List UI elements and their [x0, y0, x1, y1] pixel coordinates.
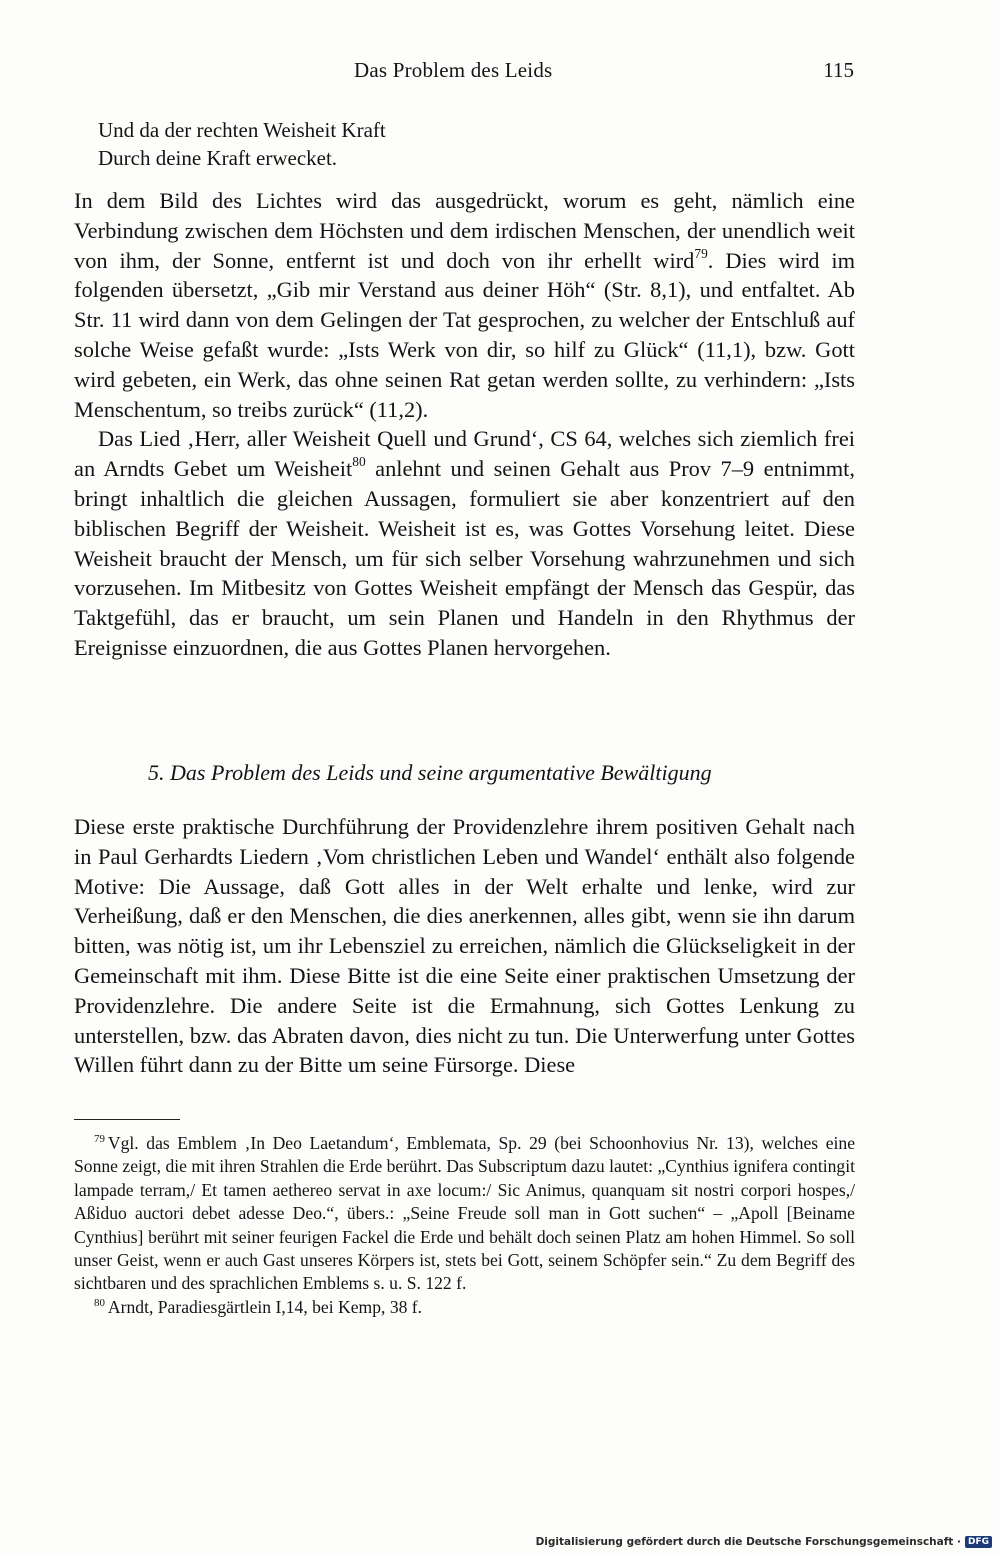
- footnote-mark: 79: [94, 1133, 105, 1146]
- paragraph-text: anlehnt und seinen Gehalt aus Prov 7–9 entnimmt, bringt inhaltlich die gleichen Aussagen, formuliert sie aber konzentriert auf den biblischen Begriff der Weisheit. Weisheit ist es, was Gottes Vorsehung leitet. Diese Weisheit braucht der Mensch, um für sich selber Vorsehung wahrzunehmen und sich vorzusehen. Im Mitbesitz von Gottes Weisheit empfängt der Mensch das Gespür, das Taktgefühl, das er braucht, um sein Planen und Handeln in den Rhythmus der Ereignisse einzuordnen, die aus Gottes Planen hervorgehen.: [74, 456, 855, 660]
- paragraph: [74, 186, 855, 424]
- digitization-credit: [536, 1536, 992, 1548]
- footnote-text: Arndt, Paradiesgärtlein I,14, bei Kemp, 38 f.: [107, 1296, 423, 1317]
- footnote-divider: [74, 1119, 180, 1120]
- credit-text: Digitalisierung gefördert durch die Deutsche Forschungsgemeinschaft ·: [535, 1536, 961, 1548]
- paragraph: Diese erste praktische Durchführung der Providenzlehre ihrem positiven Gehalt nach in Paul Gerhardts Liedern ‚Vom christlichen Leben und Wandel‘ enthält also folgende Motive: Die Aussage, daß Gott alles in der Welt erhalte und lenke, wird zur Verheißung, daß er den Menschen, die dies anerkennen, alles gibt, wenn sie ihn darum bitten, was nötig ist, um ihr Lebensziel zu erreichen, nämlich die Glückseligkeit in der Gemeinschaft mit ihm. Diese Bitte ist die eine Seite einer praktischen Umsetzung der Providenzlehre. Die andere Seite ist die Ermahnung, sich Gottes Lenkung zu unterstellen, bzw. das Abraten davon, dies nicht zu tun. Die Unterwerfung unter Gottes Willen führt dann zu der Bitte um seine Fürsorge. Diese: [74, 814, 855, 1078]
- main-text: [74, 186, 855, 663]
- paragraph-text: Das Lied ‚Herr, aller Weisheit Quell und Grund‘, CS 64, welches sich ziemlich frei an Arndts Gebet um Weisheit: [74, 426, 855, 482]
- footnote-text: Vgl. das Emblem ‚In Deo Laetandum‘, Emblemata, Sp. 29 (bei Schoonhovius Nr. 13), welches eine Sonne zeigt, die mit ihren Strahlen die Erde berührt. Das Subscriptum dazu lautet: „Cynthius ignifera contingit lampade terram,/ Et tamen aethereo servat in axe locum:/ Sic Animus, quanquam sit nostri corpori hospes,/ Aßiduo auctori debet adesse Deo.“, übers.: „Seine Freude soll man in Gott suchen“ – „Apoll [Beiname Cynthius] berührt mit seiner feurigen Fackel die Erde und behält doch seinen Platz am hohen Himmel. So soll unser Geist, wenn er auch Gast unseres Körpers ist, stets bei Gott, seinem Schöpfer sein.“ Zu dem Begriff des sichtbaren und des sprachlichen Emblems s. u. S. 122 f.: [74, 1133, 855, 1294]
- footnote-ref-79[interactable]: 79: [694, 245, 708, 261]
- footnotes: [74, 1132, 855, 1319]
- paragraph-text: . Dies wird im folgenden übersetzt, „Gib mir Verstand aus deiner Höh“ (Str. 8,1), und entfaltet. Ab Str. 11 wird dann von dem Gelingen der Tat gesprochen, zu welcher der Entschluß auf solche Weise gefaßt wurde: „Ists Werk von dir, so hilf zu Glück“ (11,1), bzw. Gott wird gebeten, ein Werk, das ohne seinen Rat getan werden sollte, zu verhindern: „Ists Menschentum, so treibs zurück“ (11,2).: [74, 247, 855, 422]
- paragraph-text: In dem Bild des Lichtes wird das ausgedrückt, worum es geht, nämlich eine Verbindung zwischen dem Höchsten und dem irdischen Menschen, der unendlich weit von ihm, der Sonne, entfernt ist und doch von ihr erhellt wird: [74, 188, 855, 273]
- page-number: 115: [823, 58, 854, 82]
- section-text: [74, 812, 855, 1080]
- footnote-79: [74, 1132, 855, 1296]
- verse-quote: [98, 116, 386, 172]
- verse-line: Und da der rechten Weisheit Kraft: [98, 118, 386, 142]
- footnote-ref-80[interactable]: 80: [352, 454, 366, 470]
- footnote-80: [74, 1296, 855, 1319]
- section-heading: 5. Das Problem des Leids und seine argumentative Bewältigung: [148, 760, 712, 785]
- footnote-mark: 80: [94, 1297, 105, 1310]
- verse-line: Durch deine Kraft erwecket.: [98, 146, 338, 170]
- running-title: Das Problem des Leids: [354, 58, 553, 82]
- paragraph: [74, 424, 855, 662]
- dfg-logo-icon: DFG: [965, 1536, 992, 1548]
